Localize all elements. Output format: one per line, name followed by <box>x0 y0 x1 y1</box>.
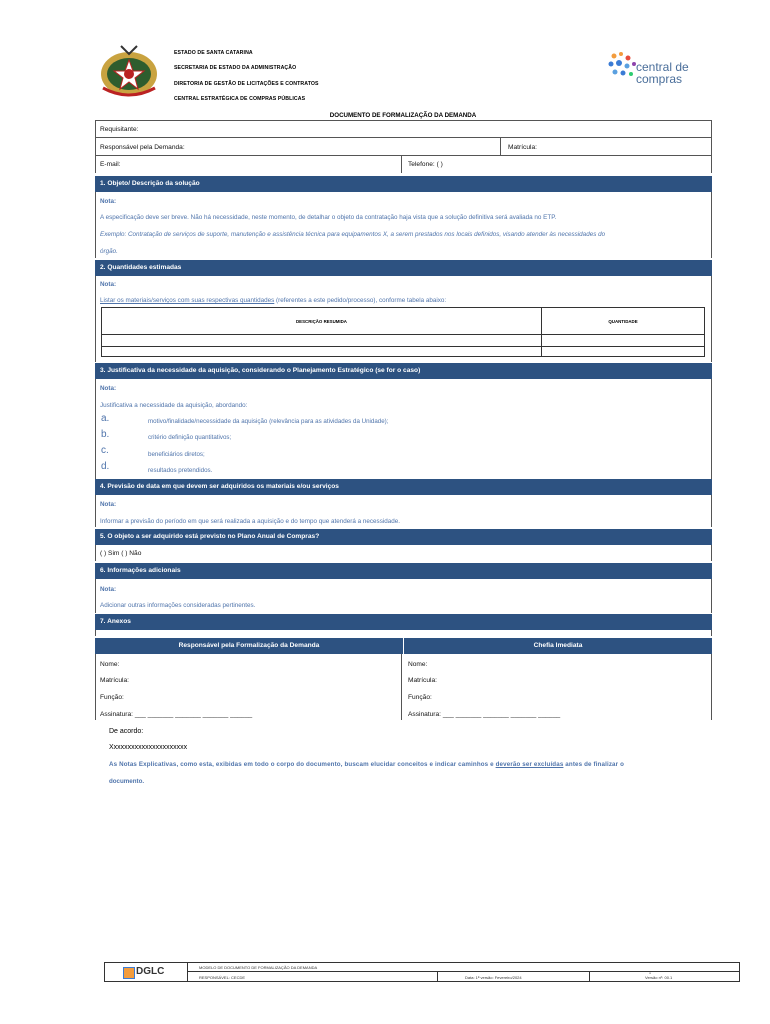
demand-form <box>95 120 712 720</box>
section-4-note: Nota: <box>100 501 117 508</box>
section-4-text: Informar a previsão do período em que será realizada a aquisição e do tempo que atenderá a necessidade. <box>100 518 400 525</box>
section-1-text: A especificação deve ser breve. Não há necessidade, neste momento, de detalhar o objeto da contratação haja vista que a solução definitiva será avaliada no ETP. <box>100 214 557 221</box>
section-3-header: 3. Justificativa da necessidade da aquisição, considerando o Planejamento Estratégico (se for o caso) <box>95 363 712 379</box>
matricula-field[interactable]: Matrícula: <box>508 144 537 151</box>
dglc-icon <box>123 967 135 979</box>
right-assinatura[interactable]: Assinatura: ___ _______ _______ _______ ______ <box>408 711 561 718</box>
section-2-note: Nota: <box>100 281 117 288</box>
footer-responsible: RESPONSÁVEL: CECDE <box>199 975 246 980</box>
section-3-note: Nota: <box>100 385 117 392</box>
left-funcao[interactable]: Função: <box>100 694 124 701</box>
email-field[interactable]: E-mail: <box>100 161 121 168</box>
right-nome[interactable]: Nome: <box>408 661 428 668</box>
footer-table <box>104 962 740 982</box>
list-letter-d: d. <box>101 461 110 472</box>
dglc-text: DGLC <box>136 966 165 977</box>
quantities-table <box>101 307 705 357</box>
right-matricula[interactable]: Matrícula: <box>408 677 437 684</box>
table-header-quantity: QUANTIDADE <box>608 319 638 324</box>
footer-date: Data: 1ª versão: Fevereiro/2024 <box>465 975 522 980</box>
section-2-header: 2. Quantidades estimadas <box>95 260 712 276</box>
explanatory-notes-link[interactable]: deverão ser excluídas <box>495 761 564 768</box>
responsavel-field[interactable]: Responsável pela Demanda: <box>100 144 185 151</box>
list-letter-c: c. <box>101 445 109 456</box>
section-3-intro: Justificativa a necessidade da aquisição, abordando: <box>100 402 248 409</box>
brand-text-top: central de <box>636 60 689 74</box>
section-6-header: 6. Informações adicionais <box>95 563 712 579</box>
telefone-field[interactable]: Telefone: ( ) <box>408 161 443 168</box>
footer-model: MODELO DE DOCUMENTO DE FORMALIZAÇÃO DA DEMANDA <box>199 965 318 970</box>
section-2-text-rest: (referentes a este pedido/processo), conforme tabela abaixo: <box>274 297 447 304</box>
footer-page-number: 1 <box>649 971 651 975</box>
signature-right-header: Chefia Imediata <box>403 638 712 654</box>
list-letter-b: b. <box>101 429 110 440</box>
section-1-example: Exemplo: Contratação de serviços de suporte, manutenção e assistência técnica para equipamentos X, a serem prestados nos locais definidos, visando atender às necessidades do <box>100 231 606 238</box>
header-line-directorate: DIRETORIA DE GESTÃO DE LICITAÇÕES E CONTRATOS <box>174 81 319 87</box>
section-2-text <box>100 297 446 304</box>
placeholder-name: Xxxxxxxxxxxxxxxxxxxxxx <box>109 744 188 751</box>
section-7-header: 7. Anexos <box>95 614 712 630</box>
left-assinatura[interactable]: Assinatura: ___ _______ _______ _______ ______ <box>100 711 253 718</box>
header-line-secretariat: SECRETARIA DE ESTADO DA ADMINISTRAÇÃO <box>174 65 297 71</box>
list-item-d: resultados pretendidos. <box>148 467 213 474</box>
right-funcao[interactable]: Função: <box>408 694 432 701</box>
section-5-header: 5. O objeto a ser adquirido está previsto no Plano Anual de Compras? <box>95 529 712 545</box>
section-1-header: 1. Objeto/ Descrição da solução <box>95 176 712 192</box>
explanatory-notes-end: documento. <box>109 778 145 785</box>
dglc-logo <box>123 966 183 980</box>
document-title: DOCUMENTO DE FORMALIZAÇÃO DA DEMANDA <box>329 112 477 119</box>
state-coat-of-arms <box>97 42 161 102</box>
left-matricula[interactable]: Matrícula: <box>100 677 129 684</box>
section-6-note: Nota: <box>100 586 117 593</box>
section-2-link[interactable]: Listar os materiais/serviços com suas respectivas quantidades <box>100 297 275 304</box>
brand-text-bottom: compras <box>636 72 683 86</box>
section-6-text: Adicionar outras informações consideradas pertinentes. <box>100 602 256 609</box>
table-header-description: DESCRIÇÃO RESUMIDA <box>296 319 347 324</box>
central-de-compras-logo <box>606 48 716 88</box>
explanatory-notes-b: antes de finalizar o <box>563 761 625 768</box>
list-letter-a: a. <box>101 413 110 424</box>
signature-left-header: Responsável pela Formalização da Demanda <box>95 638 403 654</box>
explanatory-notes-a: As Notas Explicativas, como esta, exibidas em todo o corpo do documento, buscam elucidar conceitos e indicar caminhos e <box>109 761 496 768</box>
header-line-central: CENTRAL ESTRATÉGICA DE COMPRAS PÚBLICAS <box>174 96 306 102</box>
list-item-b: critério definição quantitativos; <box>148 434 232 441</box>
requisitante-field[interactable]: Requisitante: <box>100 126 139 133</box>
de-acordo-label: De acordo: <box>109 728 144 735</box>
left-nome[interactable]: Nome: <box>100 661 120 668</box>
section-1-example-end: órgão. <box>100 248 118 255</box>
list-item-a: motivo/finalidade/necessidade da aquisição (relevância para as atividades da Unidade); <box>148 418 389 425</box>
footer-version: Versão nº: 00.1 <box>645 975 673 980</box>
explanatory-notes <box>109 761 709 768</box>
section-5-options[interactable]: ( ) Sim ( ) Não <box>100 550 142 557</box>
section-1-note: Nota: <box>100 198 117 205</box>
list-item-c: beneficiários diretos; <box>148 451 205 458</box>
header-line-state: ESTADO DE SANTA CATARINA <box>174 50 253 56</box>
section-4-header: 4. Previsão de data em que devem ser adquiridos os materiais e/ou serviços <box>95 479 712 495</box>
